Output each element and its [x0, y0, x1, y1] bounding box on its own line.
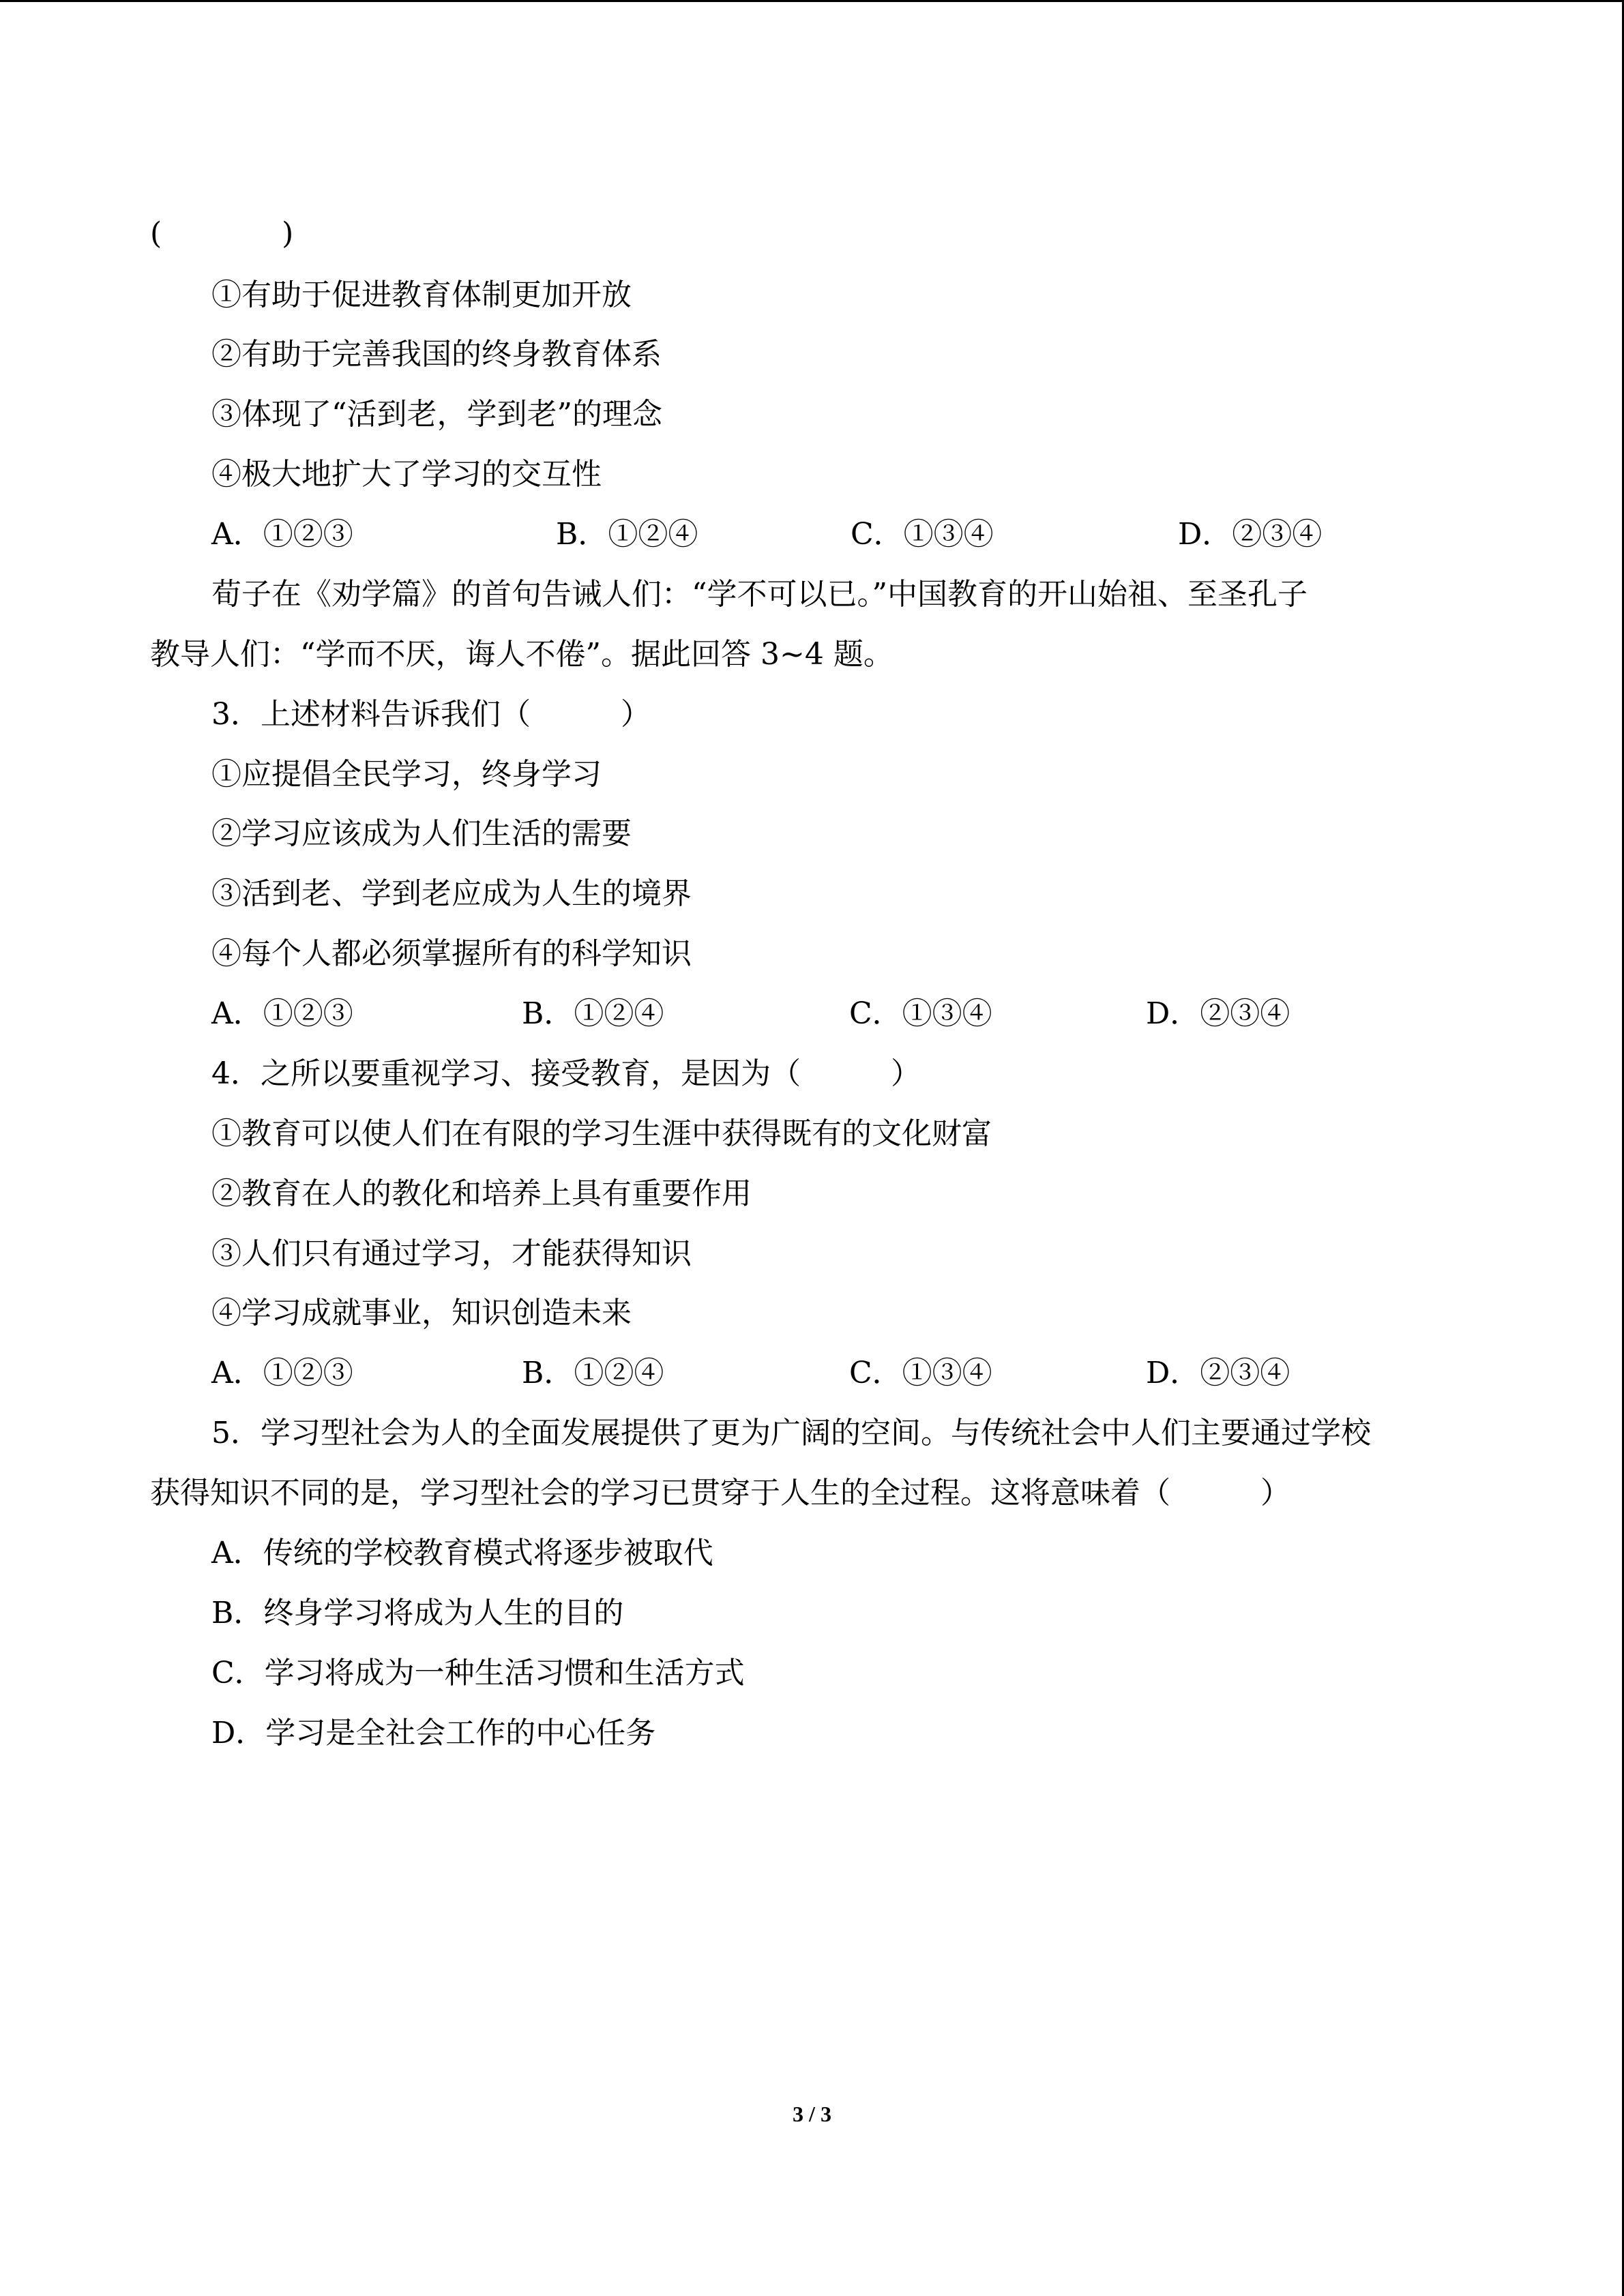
q4-option-d: D．②③④: [1146, 1356, 1290, 1390]
q5-option-c: C．学习将成为一种生活习惯和生活方式: [211, 1656, 745, 1690]
q4-item-2: ②教育在人的教化和培养上具有重要作用: [211, 1176, 752, 1211]
q2-option-c: C．①③④: [851, 517, 994, 552]
q3-item-1: ①应提倡全民学习，终身学习: [211, 757, 602, 792]
q4-item-3: ③人们只有通过学习，才能获得知识: [211, 1236, 692, 1271]
page-number: 3 / 3: [793, 2102, 831, 2126]
q3-option-d: D．②③④: [1146, 996, 1290, 1031]
material-line-2: 教导人们：“学而不厌，诲人不倦”。据此回答 3~4 题。: [150, 637, 894, 672]
q2-item-4: ④极大地扩大了学习的交互性: [211, 457, 602, 492]
material-line-1: 荀子在《劝学篇》的首句告诫人们：“学不可以已。”中国教育的开山始祖、至圣孔子: [211, 577, 1308, 612]
q3-item-3: ③活到老、学到老应成为人生的境界: [211, 876, 692, 911]
q2-item-3: ③体现了“活到老，学到老”的理念: [211, 397, 662, 432]
q4-option-a: A．①②③: [211, 1356, 353, 1390]
q5-stem-line-2: 获得知识不同的是，学习型社会的学习已贯穿于人生的全过程。这将意味着（ ）: [150, 1476, 1290, 1510]
q2-stem-tail: ( ): [150, 216, 294, 251]
q4-item-4: ④学习成就事业，知识创造未来: [211, 1296, 632, 1330]
q4-option-c: C．①③④: [849, 1356, 992, 1390]
q5-option-b: B．终身学习将成为人生的目的: [211, 1596, 624, 1630]
q4-option-b: B．①②④: [522, 1356, 664, 1390]
q4-item-1: ①教育可以使人们在有限的学习生涯中获得既有的文化财富: [211, 1116, 992, 1151]
q4-stem: 4．之所以要重视学习、接受教育，是因为（ ）: [211, 1056, 921, 1091]
q3-item-2: ②学习应该成为人们生活的需要: [211, 816, 632, 851]
q5-stem-line-1: 5．学习型社会为人的全面发展提供了更为广阔的空间。与传统社会中人们主要通过学校: [211, 1416, 1371, 1450]
q3-item-4: ④每个人都必须掌握所有的科学知识: [211, 936, 692, 971]
q2-item-2: ②有助于完善我国的终身教育体系: [211, 337, 662, 372]
q5-option-d: D．学习是全社会工作的中心任务: [211, 1716, 656, 1750]
q5-option-a: A．传统的学校教育模式将逐步被取代: [211, 1536, 713, 1570]
q3-option-b: B．①②④: [522, 996, 664, 1031]
q3-option-a: A．①②③: [211, 996, 353, 1031]
q2-option-b: B．①②④: [556, 517, 698, 552]
q3-option-c: C．①③④: [849, 996, 992, 1031]
q2-option-a: A．①②③: [211, 517, 353, 552]
q2-option-d: D．②③④: [1178, 517, 1323, 552]
q2-item-1: ①有助于促进教育体制更加开放: [211, 278, 632, 312]
q3-stem: 3．上述材料告诉我们（ ）: [211, 697, 651, 732]
